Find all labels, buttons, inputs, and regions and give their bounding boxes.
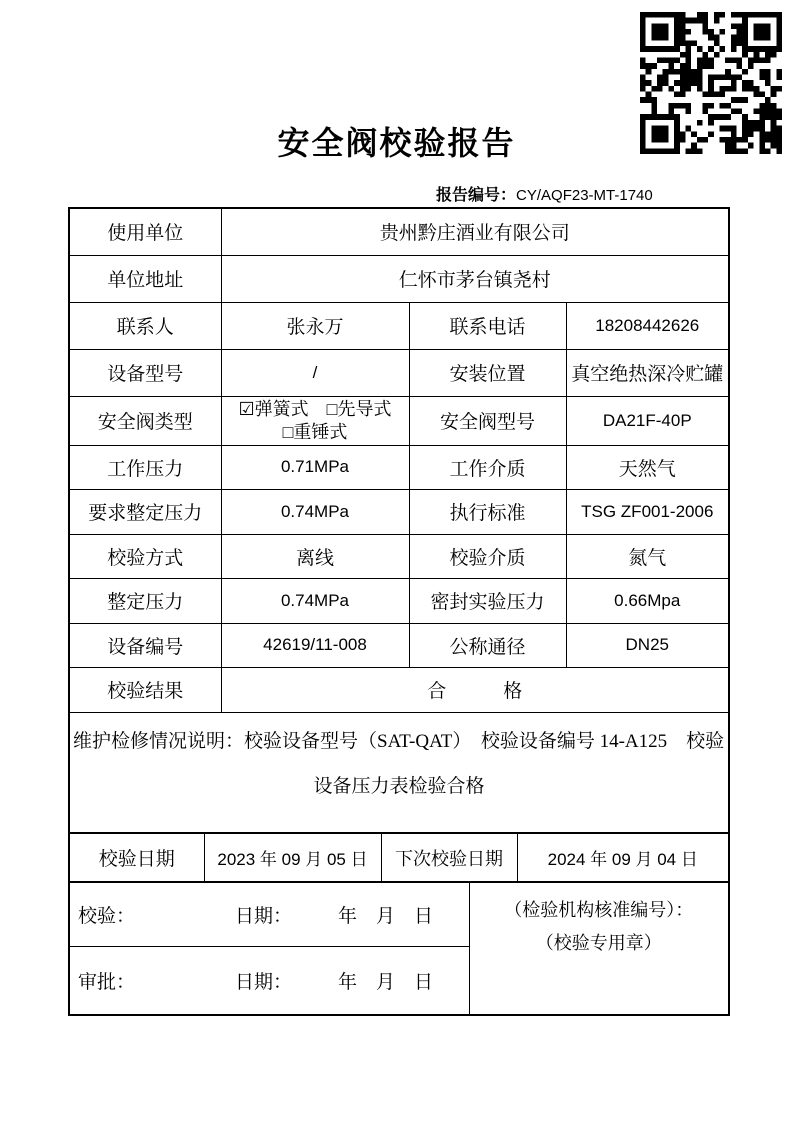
table-row: [69, 489, 729, 534]
value-valve-model: DA21F-40P: [566, 396, 729, 445]
maintenance-note-line1: 维护检修情况说明：校验设备型号（SAT-QAT） 校验设备编号 14-A125 校验: [73, 730, 725, 752]
value-calibration-method: 离线: [221, 534, 409, 578]
table-row: [69, 667, 729, 712]
label-working-pressure: 工作压力: [69, 445, 221, 489]
label-calibration-result: 校验结果: [69, 667, 221, 712]
label-calibration-method: 校验方式: [69, 534, 221, 578]
label-contact-phone: 联系电话: [409, 302, 566, 349]
maintenance-note-line2: 设备压力表检验合格: [313, 775, 485, 797]
table-row: [69, 833, 729, 882]
value-set-pressure: 0.74MPa: [221, 578, 409, 623]
table-row: [69, 712, 729, 833]
table-row: [69, 255, 729, 302]
valve-type-options-line1: ☑弹簧式 □先导式: [238, 398, 392, 419]
signature-table: [68, 881, 730, 1016]
value-contact-phone: 18208442626: [566, 302, 729, 349]
value-nominal-diameter: DN25: [566, 623, 729, 667]
label-required-set-pressure: 要求整定压力: [69, 489, 221, 534]
value-use-unit: 贵州黔庄酒业有限公司: [221, 208, 729, 255]
table-row: [69, 396, 729, 445]
label-nominal-diameter: 公称通径: [409, 623, 566, 667]
stamp-cell: [469, 882, 729, 1015]
signature-row-verify: [69, 882, 729, 946]
label-contact: 联系人: [69, 302, 221, 349]
value-device-model: /: [221, 349, 409, 396]
approve-ymd-label: 年 月 日: [338, 971, 434, 993]
value-contact: 张永万: [221, 302, 409, 349]
label-next-calibration-date: 下次校验日期: [381, 833, 517, 882]
agency-approval-number-label: （检验机构核准编号）：: [504, 900, 694, 920]
label-device-model: 设备型号: [69, 349, 221, 396]
approve-date-label: 日期：: [235, 971, 293, 993]
info-table: [68, 207, 730, 834]
label-working-medium: 工作介质: [409, 445, 566, 489]
verify-ymd-label: 年 月 日: [338, 905, 434, 927]
label-device-no: 设备编号: [69, 623, 221, 667]
value-working-medium: 天然气: [566, 445, 729, 489]
verify-signature-cell: [69, 882, 469, 946]
label-use-unit: 使用单位: [69, 208, 221, 255]
verify-role-label: 校验：: [78, 905, 136, 927]
approve-role-label: 审批：: [78, 971, 136, 993]
report-number-value: CY/AQF23-MT-1740: [516, 187, 653, 204]
table-row: [69, 445, 729, 489]
value-calibration-result: 合 格: [221, 667, 729, 712]
value-device-no: 42619/11-008: [221, 623, 409, 667]
verify-date-label: 日期：: [235, 905, 293, 927]
value-next-calibration-date: 2024 年 09 月 04 日: [517, 833, 729, 882]
label-install-location: 安装位置: [409, 349, 566, 396]
label-set-pressure: 整定压力: [69, 578, 221, 623]
report-tables: [68, 207, 728, 1016]
report-number-label: 报告编号：: [436, 187, 517, 204]
table-row: [69, 302, 729, 349]
value-standard: TSG ZF001-2006: [566, 489, 729, 534]
report-number: [436, 182, 653, 205]
label-seal-test-pressure: 密封实验压力: [409, 578, 566, 623]
value-unit-address: 仁怀市茅台镇尧村: [221, 255, 729, 302]
label-valve-type: 安全阀类型: [69, 396, 221, 445]
maintenance-note: [69, 712, 729, 833]
value-calibration-date: 2023 年 09 月 05 日: [204, 833, 381, 882]
table-row: [69, 623, 729, 667]
valve-type-options-line2: □重锤式: [282, 421, 348, 442]
table-row: [69, 578, 729, 623]
value-working-pressure: 0.71MPa: [221, 445, 409, 489]
date-table: [68, 832, 730, 883]
table-row: [69, 208, 729, 255]
value-required-set-pressure: 0.74MPa: [221, 489, 409, 534]
label-calibration-date: 校验日期: [69, 833, 204, 882]
value-seal-test-pressure: 0.66Mpa: [566, 578, 729, 623]
table-row: [69, 349, 729, 396]
page-title: 安全阀校验报告: [277, 125, 516, 161]
value-calibration-medium: 氮气: [566, 534, 729, 578]
value-install-location: 真空绝热深冷贮罐: [566, 349, 729, 396]
value-valve-type: [221, 396, 409, 445]
label-valve-model: 安全阀型号: [409, 396, 566, 445]
label-unit-address: 单位地址: [69, 255, 221, 302]
label-standard: 执行标准: [409, 489, 566, 534]
approve-signature-cell: [69, 946, 469, 1015]
calibration-seal-label: （校验专用章）: [535, 933, 662, 953]
table-row: [69, 534, 729, 578]
label-calibration-medium: 校验介质: [409, 534, 566, 578]
